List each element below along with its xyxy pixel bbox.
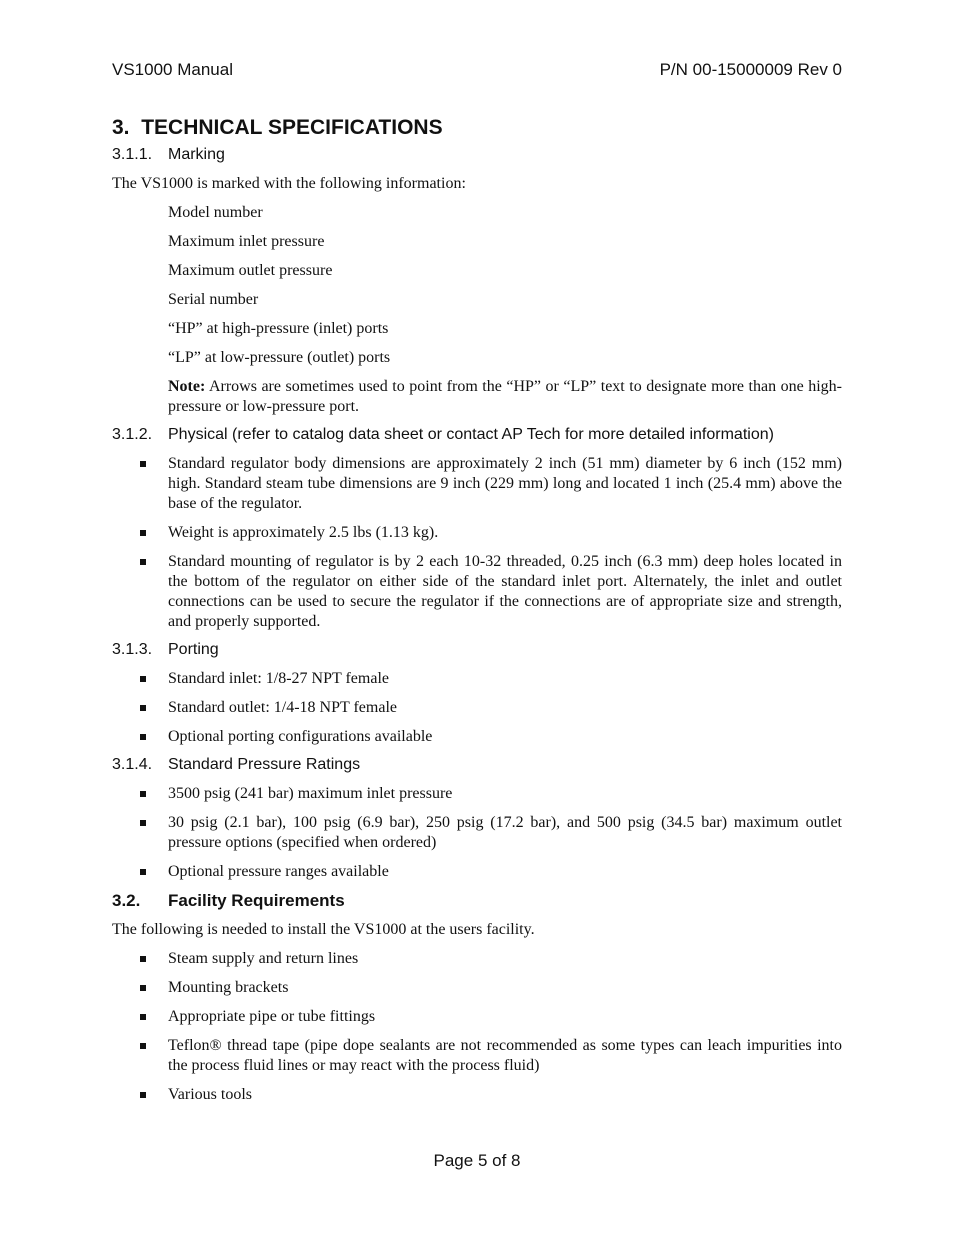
document-body (112, 116, 842, 1114)
list-item-text: Optional pressure ranges available (168, 863, 389, 880)
square-bullet-icon (140, 461, 146, 467)
note-label: Note: (168, 378, 206, 395)
list-item-text: Appropriate pipe or tube fittings (168, 1008, 376, 1025)
list-item-text: Standard mounting of regulator is by 2 each 10-32 threaded, 0.25 inch (6.3 mm) deep holes located in the bottom of the regulator on either side of the standard inlet port. Alternately, the inlet and outlet connections can be used to secure the regulator if the connections are of appropriate size and strength, and properly supported. (168, 553, 842, 630)
marking-note (112, 377, 842, 417)
porting-list (112, 669, 842, 747)
list-item-text: Standard outlet: 1/4-18 NPT female (168, 699, 397, 716)
list-item: Maximum inlet pressure (168, 233, 325, 250)
list-item (112, 698, 842, 718)
square-bullet-icon (140, 676, 146, 682)
subsection-number: 3.1.1. (112, 146, 153, 163)
list-item (112, 727, 842, 747)
subsection-heading-marking (112, 146, 842, 164)
section-title: TECHNICAL SPECIFICATIONS (141, 116, 443, 139)
subsection-heading-porting (112, 641, 842, 659)
list-item (112, 552, 842, 632)
list-item (112, 813, 842, 853)
section-heading (112, 116, 842, 140)
subsection-title: Standard Pressure Ratings (168, 756, 361, 773)
subsection-title: Marking (168, 146, 225, 163)
list-item (112, 1036, 842, 1076)
list-item-text: 30 psig (2.1 bar), 100 psig (6.9 bar), 250 psig (17.2 bar), and 500 psig (34.5 bar) maximum outlet pressure options (specified when ordered) (168, 814, 842, 851)
square-bullet-icon (140, 956, 146, 962)
list-item: “LP” at low-pressure (outlet) ports (168, 349, 391, 366)
subsection-number: 3.1.4. (112, 756, 153, 773)
subsection-heading-facility (112, 891, 842, 911)
square-bullet-icon (140, 791, 146, 797)
square-bullet-icon (140, 985, 146, 991)
page-footer (0, 1151, 954, 1171)
list-item (112, 1085, 842, 1105)
square-bullet-icon (140, 705, 146, 711)
square-bullet-icon (140, 1043, 146, 1049)
list-item-text: Standard regulator body dimensions are approximately 2 inch (51 mm) diameter by 6 inch (152 mm) high. Standard steam tube dimensions are 9 inch (229 mm) long and located 1 inch (25.4 mm) above the base of the regulator. (168, 455, 842, 512)
list-item: “HP” at high-pressure (inlet) ports (168, 320, 389, 337)
subsection-title: Facility Requirements (168, 891, 345, 910)
subsection-number: 3.1.3. (112, 641, 153, 658)
list-item-text: Steam supply and return lines (168, 950, 359, 967)
note-text: Arrows are sometimes used to point from the “HP” or “LP” text to designate more than one high-pressure or low-pressure port. (168, 378, 842, 415)
square-bullet-icon (140, 1014, 146, 1020)
subsection-heading-physical (112, 426, 842, 444)
subsection-number: 3.1.2. (112, 426, 153, 443)
square-bullet-icon (140, 530, 146, 536)
page-header (112, 60, 842, 80)
list-item: Serial number (168, 291, 259, 308)
list-item (112, 523, 842, 543)
list-item (112, 978, 842, 998)
square-bullet-icon (140, 1092, 146, 1098)
part-number: P/N 00-15000009 Rev 0 (659, 60, 842, 79)
square-bullet-icon (140, 820, 146, 826)
list-item-text: Mounting brackets (168, 979, 289, 996)
list-item (112, 1007, 842, 1027)
list-item (112, 454, 842, 514)
square-bullet-icon (140, 559, 146, 565)
physical-list (112, 454, 842, 632)
manual-title: VS1000 Manual (112, 60, 233, 79)
pressure-list (112, 784, 842, 882)
list-item (112, 784, 842, 804)
list-item (112, 949, 842, 969)
square-bullet-icon (140, 869, 146, 875)
list-item: Maximum outlet pressure (168, 262, 333, 279)
list-item (112, 669, 842, 689)
page-number: Page 5 of 8 (433, 1151, 521, 1170)
list-item-text: Optional porting configurations available (168, 728, 433, 745)
facility-list (112, 949, 842, 1105)
list-item-text: Weight is approximately 2.5 lbs (1.13 kg). (168, 524, 439, 541)
facility-intro: The following is needed to install the VS1000 at the users facility. (112, 921, 535, 938)
list-item-text: 3500 psig (241 bar) maximum inlet pressure (168, 785, 453, 802)
list-item-text: Various tools (168, 1086, 252, 1103)
subsection-title: Physical (refer to catalog data sheet or contact AP Tech for more detailed information) (168, 426, 774, 443)
subsection-title: Porting (168, 641, 219, 658)
marking-list (112, 203, 842, 368)
subsection-number: 3.2. (112, 891, 141, 910)
list-item-text: Teflon® thread tape (pipe dope sealants are not recommended as some types can leach impurities into the process fluid lines or may react with the process fluid) (168, 1037, 842, 1074)
list-item (112, 862, 842, 882)
marking-intro: The VS1000 is marked with the following information: (112, 175, 466, 192)
subsection-heading-pressure (112, 756, 842, 774)
section-number: 3. (112, 116, 130, 139)
list-item: Model number (168, 204, 263, 221)
list-item-text: Standard inlet: 1/8-27 NPT female (168, 670, 389, 687)
square-bullet-icon (140, 734, 146, 740)
